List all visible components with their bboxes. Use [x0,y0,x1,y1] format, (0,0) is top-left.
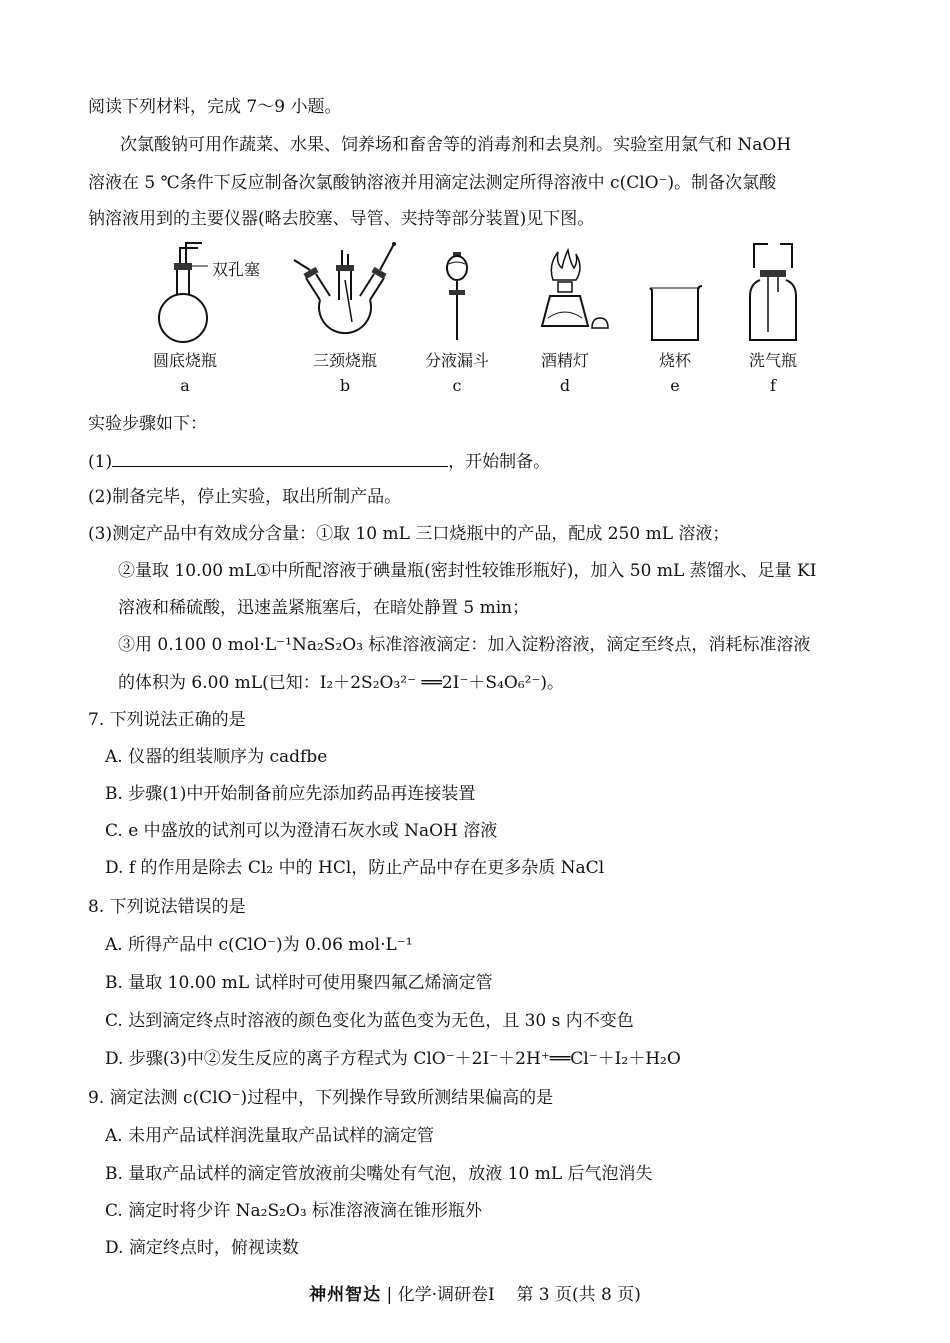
gas-washing-bottle-icon [738,240,808,345]
apparatus-letter: b [339,376,351,395]
step-1-prefix: (1) [88,452,113,472]
question-7-stem: 7. 下列说法正确的是 [88,710,246,730]
stopper-label: 双孔塞 [212,260,261,279]
apparatus-e [630,240,720,395]
apparatus-letter: e [670,376,680,395]
apparatus-name: 分液漏斗 [424,351,489,370]
material-line-1: 次氯酸钠可用作蔬菜、水果、饲养场和畜舍等的消毒剂和去臭剂。实验室用氯气和 NaOH [120,135,792,155]
question-9-option-c: C. 滴定时将少许 Na₂S₂O₃ 标准溶液滴在锥形瓶外 [105,1201,483,1221]
separatory-funnel-icon [437,240,477,345]
footer-subject: 化学·调研卷Ⅰ [397,1285,495,1305]
alcohol-lamp-icon [520,240,610,345]
apparatus-a [140,240,261,395]
question-8-option-b: B. 量取 10.00 mL 试样时可使用聚四氟乙烯滴定管 [105,973,493,993]
apparatus-name: 酒精灯 [540,351,589,370]
material-line-2: 溶液在 5 ℃条件下反应制备次氯酸钠溶液并用滴定法测定所得溶液中 c(ClO⁻)。制备次氯酸 [88,173,777,193]
apparatus-figure [140,240,820,400]
apparatus-d [520,240,610,395]
beaker-icon [640,240,710,345]
apparatus-f [728,240,818,395]
step-3-line-1: (3)测定产品中有效成分含量：①取 10 mL 三口烧瓶中的产品，配成 250 mL 溶液； [88,524,730,544]
apparatus-name: 三颈烧瓶 [312,351,377,370]
question-9-option-a: A. 未用产品试样润洗量取产品试样的滴定管 [105,1126,435,1146]
question-9-option-b: B. 量取产品试样的滴定管放液前尖嘴处有气泡，放液 10 mL 后气泡消失 [105,1164,653,1184]
footer-separator: | [386,1285,393,1305]
apparatus-name: 洗气瓶 [748,351,797,370]
footer-brand: 神州智达 [309,1285,382,1305]
step-1-suffix: ，开始制备。 [448,452,551,472]
step-3-line-3: 溶液和稀硫酸，迅速盖紧瓶塞后，在暗处静置 5 min； [118,598,530,618]
steps-title: 实验步骤如下： [88,414,207,434]
question-8-option-c: C. 达到滴定终点时溶液的颜色变化为蓝色变为无色，且 30 s 内不变色 [105,1011,634,1031]
question-7-option-b: B. 步骤(1)中开始制备前应先添加药品再连接装置 [105,784,476,804]
step-3-line-5: 的体积为 6.00 mL(已知：I₂＋2S₂O₃²⁻ ══2I⁻＋S₄O₆²⁻)。 [118,673,565,693]
footer-page-number: 第 3 页(共 8 页) [516,1285,641,1305]
step-3-line-4: ③用 0.100 0 mol·L⁻¹Na₂S₂O₃ 标准溶液滴定：加入淀粉溶液，滴定至终点，消耗标准溶液 [118,635,811,655]
apparatus-b [290,240,400,395]
step-3-line-2: ②量取 10.00 mL①中所配溶液于碘量瓶(密封性较锥形瓶好)，加入 50 mL 蒸馏水、足量 KI [118,561,817,581]
apparatus-name: 烧杯 [658,351,691,370]
reading-intro: 阅读下列材料，完成 7～9 小题。 [88,97,342,117]
apparatus-letter: d [559,376,571,395]
three-neck-flask-icon [290,240,400,345]
question-7-option-a: A. 仪器的组装顺序为 cadfbe [105,747,328,767]
page-footer [0,1280,950,1305]
question-7-option-d: D. f 的作用是除去 Cl₂ 中的 HCl，防止产品中存在更多杂质 NaCl [105,858,605,878]
round-bottom-flask-icon [140,240,260,345]
apparatus-name: 圆底烧瓶 [152,351,217,370]
material-line-3: 钠溶液用到的主要仪器(略去胶塞、导管、夹持等部分装置)见下图。 [88,209,595,229]
question-8-stem: 8. 下列说法错误的是 [88,897,246,917]
step-1-blank[interactable] [112,448,448,467]
apparatus-letter: a [180,376,190,395]
step-2: (2)制备完毕，停止实验，取出所制产品。 [88,487,402,507]
question-9-option-d: D. 滴定终点时，俯视读数 [105,1238,299,1258]
apparatus-letter: f [770,376,776,395]
question-9-stem: 9. 滴定法测 c(ClO⁻)过程中，下列操作导致所测结果偏高的是 [88,1088,554,1108]
question-7-option-c: C. e 中盛放的试剂可以为澄清石灰水或 NaOH 溶液 [105,821,498,841]
question-8-option-d: D. 步骤(3)中②发生反应的离子方程式为 ClO⁻＋2I⁻＋2H⁺══Cl⁻＋I₂＋H₂O [105,1049,681,1069]
apparatus-c [412,240,502,395]
step-1 [88,448,550,474]
apparatus-letter: c [452,376,462,395]
question-8-option-a: A. 所得产品中 c(ClO⁻)为 0.06 mol·L⁻¹ [105,935,413,955]
